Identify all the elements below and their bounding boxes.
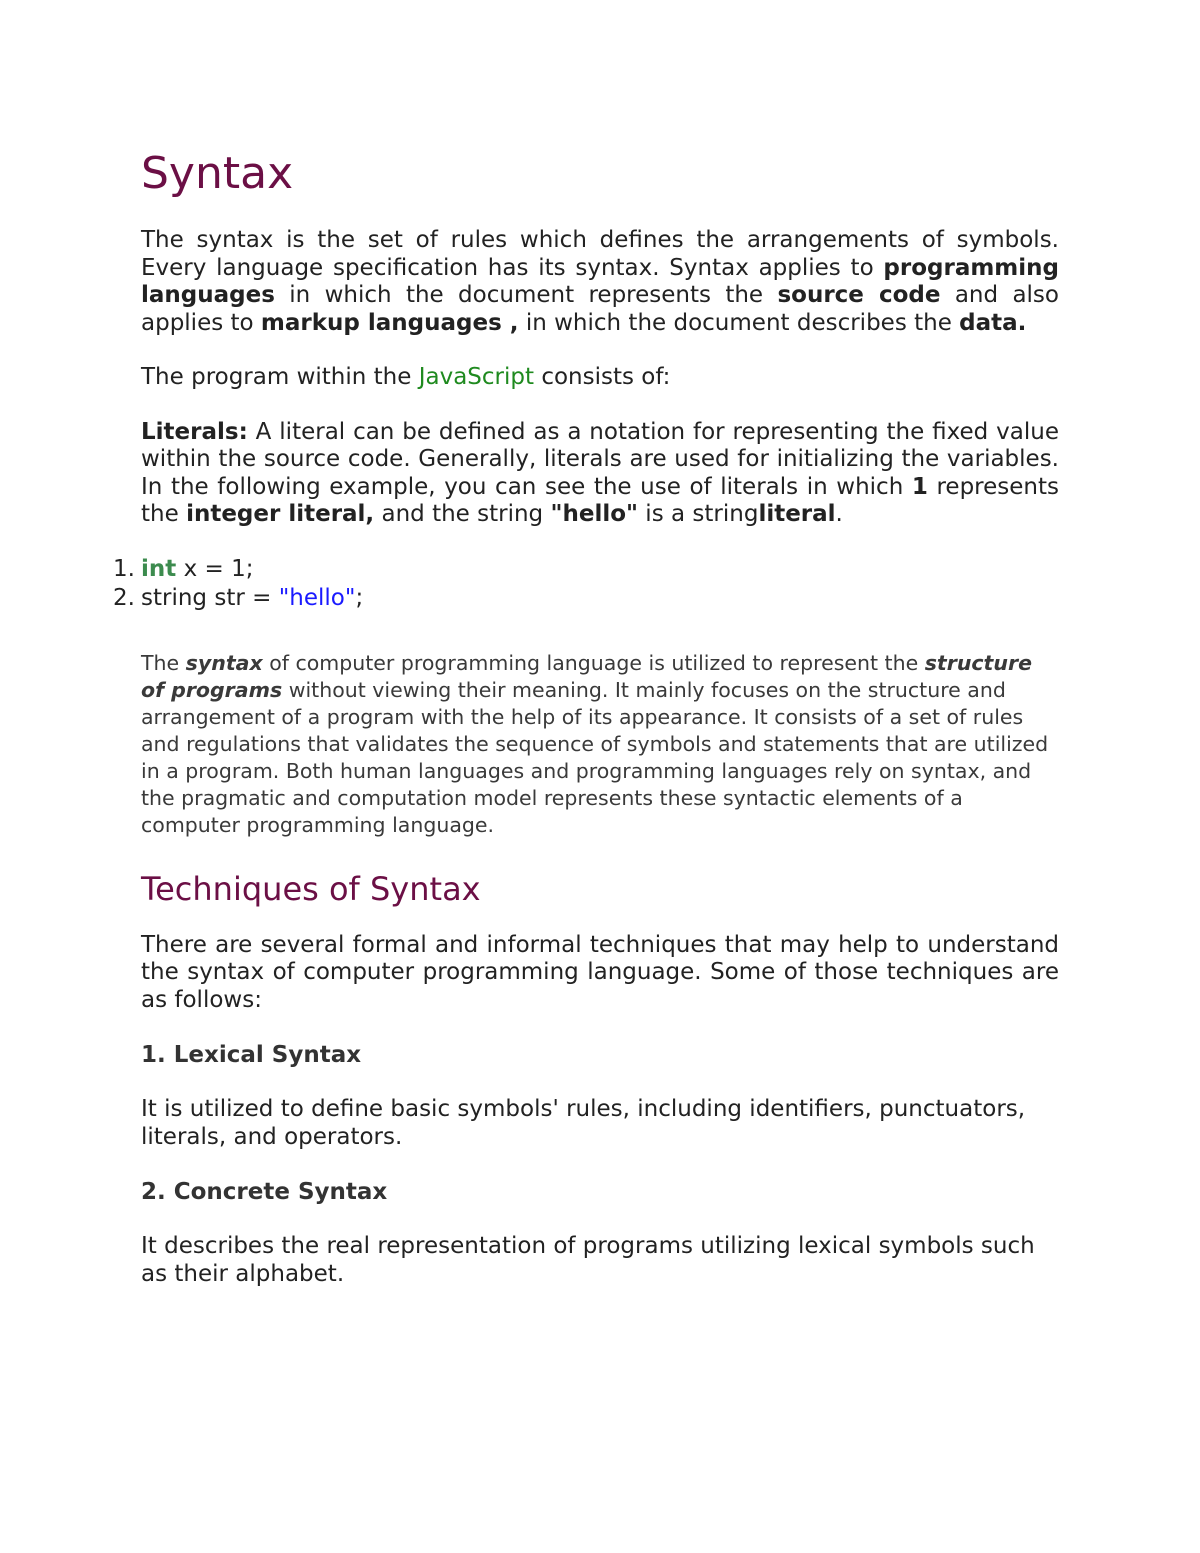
literals-bold-hello: "hello" bbox=[550, 501, 638, 527]
javascript-link[interactable]: JavaScript bbox=[418, 364, 535, 390]
code-line-number: 2. bbox=[113, 584, 135, 611]
intro-bold-data: data. bbox=[959, 309, 1027, 336]
code-text: x = 1; bbox=[176, 555, 254, 582]
code-string-hello: "hello" bbox=[278, 584, 356, 611]
concrete-syntax-heading: 2. Concrete Syntax bbox=[141, 1179, 388, 1205]
code-keyword-int: int bbox=[141, 555, 177, 582]
syntax-description-paragraph bbox=[141, 650, 1059, 839]
document-page bbox=[113, 148, 1059, 1288]
literals-bold-integer-literal: integer literal, bbox=[186, 501, 375, 527]
techniques-intro-paragraph: There are several formal and informal techniques that may help to understand the syntax of computer programming language. Some of those techniques are as follows: bbox=[141, 931, 1059, 1013]
code-text: ; bbox=[355, 584, 364, 611]
literals-label: Literals: bbox=[141, 418, 248, 445]
code-example-list bbox=[113, 555, 1059, 613]
literals-text-2: represents the bbox=[141, 473, 1059, 527]
lexical-syntax-paragraph: It is utilized to define basic symbols' rules, including identifiers, punctuators, literals, and operators. bbox=[141, 1096, 1026, 1150]
program-text-1: The program within the bbox=[141, 364, 419, 390]
intro-bold-source-code: source code bbox=[777, 282, 941, 308]
literals-text-4: is a string bbox=[638, 501, 759, 527]
literals-text-5: . bbox=[835, 501, 843, 527]
techniques-heading: Techniques of Syntax bbox=[141, 869, 481, 908]
concrete-syntax-paragraph: It describes the real representation of programs utilizing lexical symbols such as their alphabet. bbox=[141, 1233, 1035, 1287]
literals-text-1: A literal can be defined as a notation for representing the fixed value within the source code. Generally, literals are used for initializing the variables. In the following example, you can see the use of literals in which bbox=[141, 418, 1059, 500]
code-line-number: 1. bbox=[113, 555, 135, 582]
intro-paragraph bbox=[141, 227, 1059, 337]
syntax-emphasis: syntax bbox=[185, 650, 263, 675]
program-text-2: consists of: bbox=[534, 364, 671, 390]
intro-text-3: and also applies to bbox=[141, 282, 1059, 336]
code-text: string str = bbox=[141, 584, 279, 611]
intro-text-4: in which the document describes the bbox=[518, 309, 960, 336]
intro-text-2: in which the document represents the bbox=[274, 282, 778, 308]
literals-bold-literal: literal bbox=[758, 501, 836, 527]
intro-bold-programming-languages: programming languages bbox=[141, 254, 1059, 308]
program-paragraph bbox=[141, 364, 1059, 392]
page-title: Syntax bbox=[141, 148, 294, 199]
code-line bbox=[113, 555, 1059, 584]
syntax-text-1: The bbox=[141, 650, 186, 675]
intro-text-1: The syntax is the set of rules which defines the arrangements of symbols. Every language specification has its syntax. Syntax applies to bbox=[141, 227, 1059, 281]
literals-paragraph bbox=[141, 419, 1059, 529]
code-line bbox=[113, 584, 1059, 613]
syntax-text-3: without viewing their meaning. It mainly focuses on the structure and arrangement of a program with the help of its appearance. It consists of a set of rules and regulations that validates the sequence of symbols and statements that are utilized in a program. Both human languages and programming languages rely on syntax, and the pragmatic and computation model represents these syntactic elements of a computer programming language. bbox=[141, 677, 1049, 837]
structure-of-programs-emphasis: structure of programs bbox=[141, 650, 1032, 702]
syntax-text-2: of computer programming language is utilized to represent the bbox=[262, 650, 925, 675]
intro-bold-markup-languages: markup languages , bbox=[260, 309, 519, 336]
literals-text-3: and the string bbox=[374, 501, 551, 527]
lexical-syntax-heading: 1. Lexical Syntax bbox=[141, 1042, 362, 1068]
literals-bold-1: 1 bbox=[911, 473, 928, 500]
